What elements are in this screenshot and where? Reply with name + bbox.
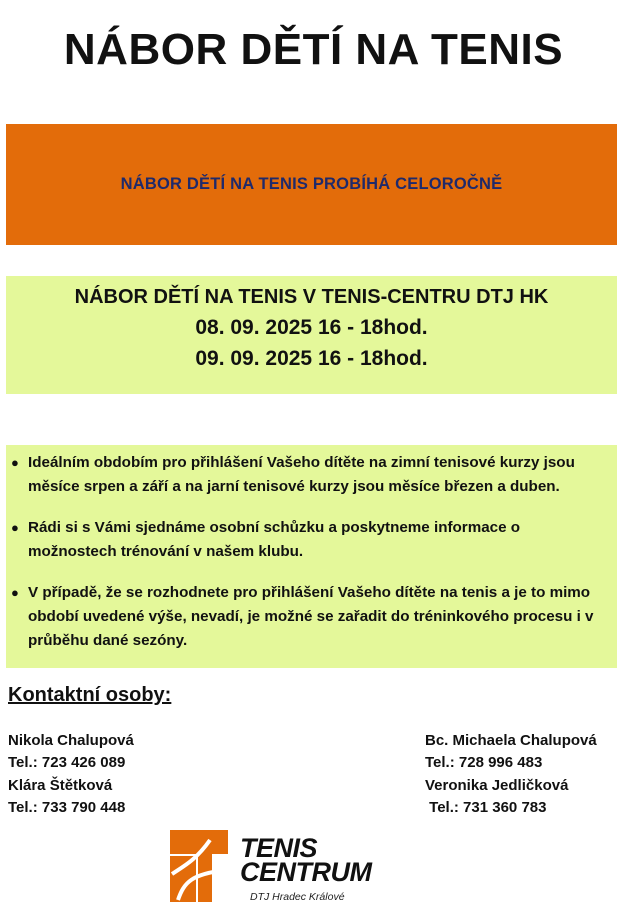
contacts-heading: Kontaktní osoby: (8, 684, 172, 706)
contact-phone: Tel.: 728 996 483 (425, 754, 543, 772)
list-item-text: V případě, že se rozhodnete pro přihlášení Vašeho dítěte na tenis a je to mimo období uvedené výše, nevadí, je možné se zařadit do tréninkového procesu i v průběhu dané sezóny. (28, 584, 594, 649)
contact-phone: Tel.: 731 360 783 (425, 798, 547, 816)
contact-phone: Tel.: 723 426 089 (8, 754, 126, 772)
contact-name: Bc. Michaela Chalupová (425, 732, 597, 749)
bullet-icon: ● (11, 585, 19, 600)
logo-subtitle: DTJ Hradec Králové (250, 891, 345, 903)
tenis-centrum-logo-icon (170, 830, 232, 902)
announcement-banner (6, 124, 617, 245)
event-date-2: 09. 09. 2025 16 - 18hod. (195, 347, 428, 370)
contact-name: Veronika Jedličková (425, 776, 569, 794)
event-box (6, 276, 617, 394)
page-title: NÁBOR DĚTÍ NA TENIS (63, 25, 564, 74)
bullet-icon: ● (11, 455, 19, 470)
logo-line-1: TENIS (240, 833, 318, 863)
list-item-text: Rádi si s Vámi sjednáme osobní schůzku a poskytneme informace o možnostech trénování v našem klubu. (28, 519, 521, 560)
list-item (6, 581, 606, 653)
contacts-left (8, 730, 134, 819)
list-item-text: Ideálním obdobím pro přihlášení Vašeho dítěte na zimní tenisové kurzy jsou měsíce srpen a září a na jarní tenisové kurzy jsou měsíce březen a duben. (28, 454, 575, 495)
event-date-1: 08. 09. 2025 16 - 18hod. (195, 316, 428, 339)
contact-name: Nikola Chalupová (8, 732, 134, 749)
tenis-centrum-logo (170, 828, 410, 904)
logo-line-2: CENTRUM (240, 857, 372, 887)
contacts-right (425, 730, 597, 819)
contact-name: Klára Štětková (8, 776, 113, 794)
announcement-text: NÁBOR DĚTÍ NA TENIS PROBÍHÁ CELOROČNĚ (120, 175, 503, 193)
bullet-icon: ● (11, 520, 19, 535)
list-item (6, 516, 606, 564)
list-item (6, 451, 606, 499)
contact-phone: Tel.: 733 790 448 (8, 798, 126, 816)
info-box (6, 445, 617, 668)
event-heading: NÁBOR DĚTÍ NA TENIS V TENIS-CENTRU DTJ HK (74, 286, 549, 308)
